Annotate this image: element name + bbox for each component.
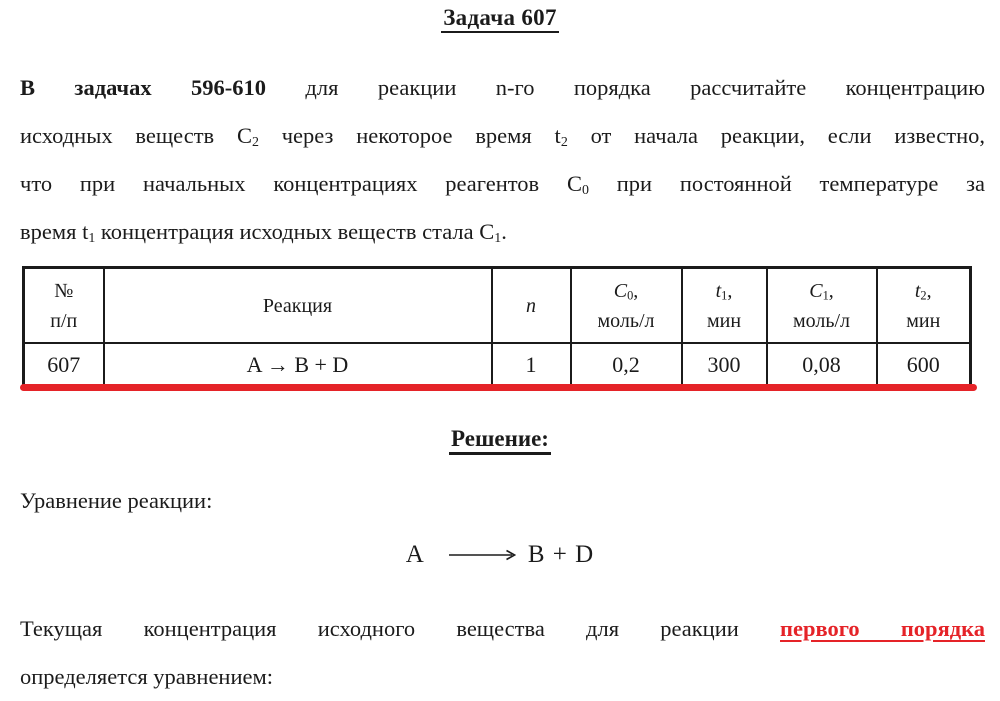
red-marker-line (20, 384, 977, 391)
long-right-arrow-icon (448, 548, 516, 562)
col-header-order: n (492, 268, 571, 344)
table-row (24, 343, 971, 387)
page-title (0, 5, 1000, 31)
intro-line: В задачах 596-610 для реакции n-го порядка рассчитайте концентрацию (20, 75, 986, 100)
cell-reaction: A → B + D (104, 343, 492, 387)
cell-order: 1 (492, 343, 571, 387)
col-header-reaction: Реакция (104, 268, 492, 344)
cell-t1: 300 (682, 343, 767, 387)
intro-line: что при начальных концентрациях реагентов $C_0$ при постоянной температуре за (20, 171, 985, 199)
intro-paragraph (20, 64, 985, 256)
closing-line: Текущая концентрация исходного вещества для реакции первого порядка (20, 616, 985, 641)
cell-problem-number: 607 (24, 343, 104, 387)
col-header-c0: $C_0$, моль/л (571, 268, 682, 344)
intro-line: исходных веществ $C_2$ через некоторое время $t_2$ от начала реакции, если известно, (20, 123, 986, 151)
col-header-t2: $t_2$, мин (877, 268, 971, 344)
solution-heading-text: Решение: (449, 426, 551, 455)
col-header-t1: $t_1$, мин (682, 268, 767, 344)
problems-table (22, 266, 972, 388)
reaction-equation (0, 541, 1000, 569)
intro-line: время $t_1$ концентрация исходных веществ стала $C_1$. (20, 219, 507, 247)
col-header-c1: $C_1$, моль/л (767, 268, 877, 344)
cell-t2: 600 (877, 343, 971, 387)
cell-c1: 0,08 (767, 343, 877, 387)
solution-heading (0, 426, 1000, 452)
equation-label: Уравнение реакции: (20, 488, 213, 513)
table-header-row (24, 268, 971, 344)
cell-c0: 0,2 (571, 343, 682, 387)
page-title-text: Задача 607 (441, 5, 559, 33)
equation-rhs: B + D (527, 541, 595, 568)
closing-paragraph (20, 605, 985, 701)
col-header-number: № п/п (24, 268, 104, 344)
equation-lhs: A (405, 541, 424, 568)
closing-line: определяется уравнением: (20, 664, 273, 689)
